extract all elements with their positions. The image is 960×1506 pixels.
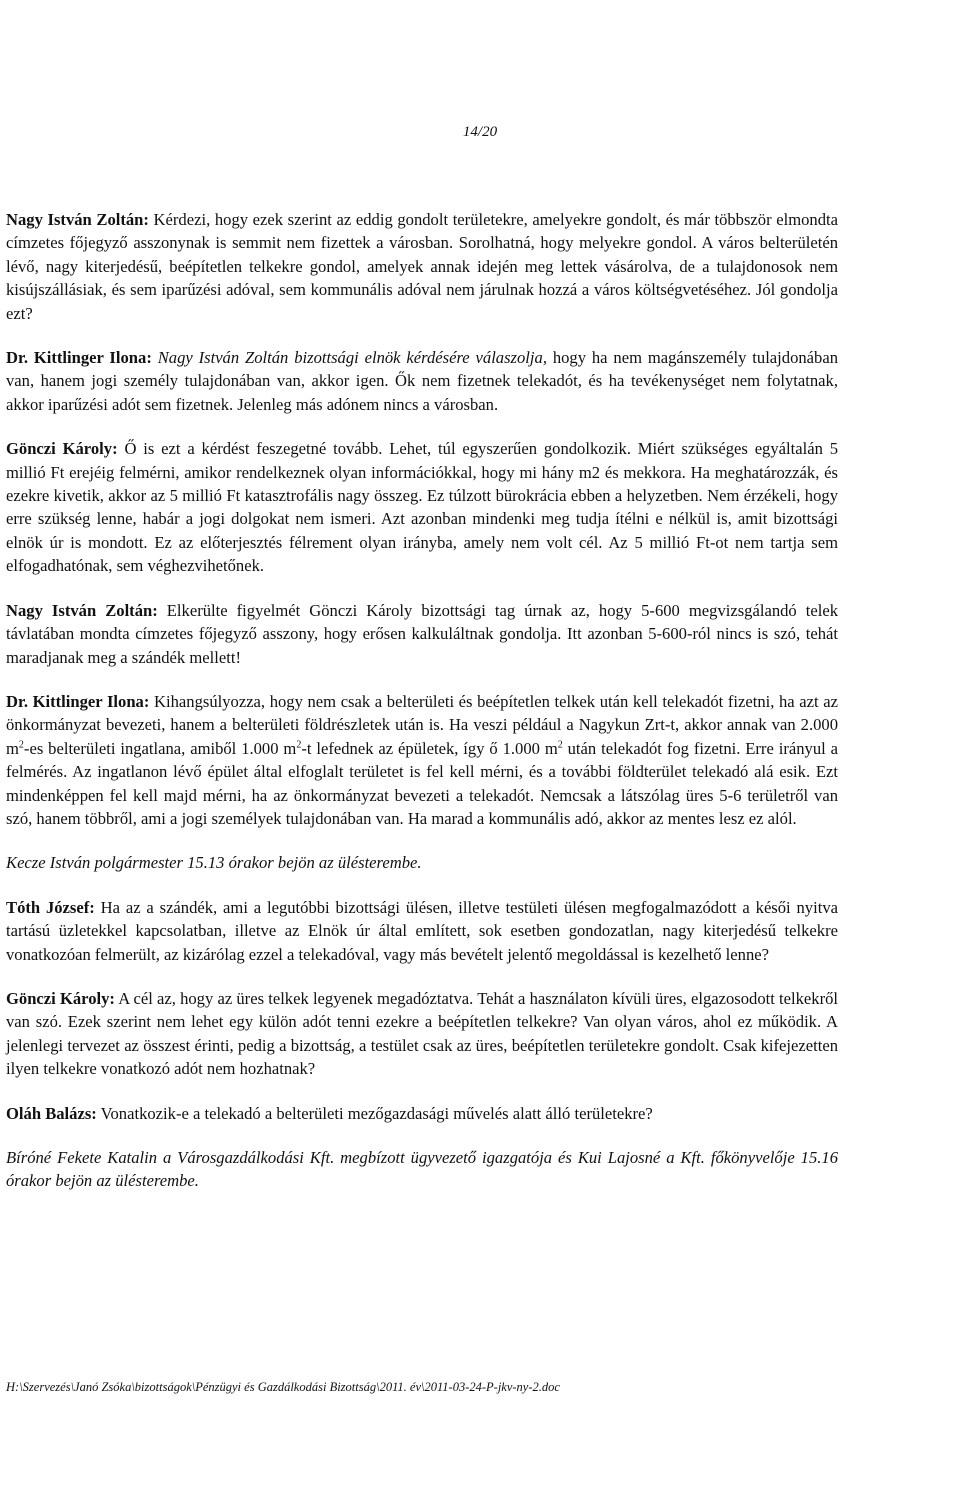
speaker-name: Nagy István Zoltán: [6,210,149,229]
paragraph-text-b: -es belterületi ingatlana, amiből 1.000 m [23,738,297,758]
footer-file-path: H:\Szervezés\Janó Zsóka\bizottságok\Pénzügyi és Gazdálkodási Bizottság\2011. év\2011-03-24-P-jkv-ny-2.doc [6,1380,560,1394]
speaker-name: Tóth József: [6,897,95,917]
paragraph-text-c: -t lefednek az épületek, így ő 1.000 m [301,738,558,758]
speaker-name: Dr. Kittlinger Ilona: [6,348,152,368]
paragraph-text: hogy ha nem magánszemély tulajdonában van, hanem jogi személy tulajdonában van, akkor igen. Ők nem fizetnek telekadót, és ha tevékenységet nem folytatnak, akkor iparűzési adót sem fizetnek. Jelenleg más adónem nincs a városban. [6,348,839,414]
speaker-name: Dr. Kittlinger Ilona: [6,691,150,711]
paragraph-text: Kérdezi, hogy ezek szerint az eddig gondolt területekre, amelyekre gondolt, és már többször elmondta címzetes főjegyző asszonynak is semmit nem fizettek a városban. Sorolhatná, hogy melyekre gondol. A város belterületén lévő, nagy kiterjedésű, beépítetlen telkekre gondol, amelyek annak idején meg lettek vásárolva, de a tulajdonosok nem kisújszállásiak, és sem iparűzési adóval, sem kommunális adóval nem járulnak hozzá a város költségvetéséhez. Jól gondolja ezt? [6,210,838,323]
paragraph-olah-1 [6,1102,838,1125]
document-body [6,208,838,1214]
note-kecze-arrival: Kecze István polgármester 15.13 órakor bejön az ülésterembe. [6,853,422,873]
superscript: 2 [557,739,563,751]
paragraph-kittlinger-1 [6,346,838,416]
paragraph-text: Vonatkozik-e a telekadó a belterületi mezőgazdasági művelés alatt álló területekre? [96,1103,653,1123]
speaker-name: Gönczi Károly: [6,439,118,459]
paragraph-kittlinger-2 [6,690,838,830]
note-birone-arrival: Bíróné Fekete Katalin a Városgazdálkodási Kft. megbízott ügyvezető igazgatója és Kui Lajosné a Kft. főkönyvelője 15.16 órakor bejön az ülésterembe. [6,1148,838,1191]
paragraph-text: Ha az a szándék, ami a legutóbbi bizottsági ülésen, illetve testületi ülésen megfogalmazódott a késői nyitva tartású üzletekkel kapcsolatban, illetve az Elnök úr által említett, sok esetben gondozatlan, nagy kiterjedésű telkekre vonatkozóan felmerült, az kizárólag ezzel a telekadóval, vagy más bevételt jelentő megoldással is kezelhető lenne? [6,897,838,964]
page-number: 14/20 [462,124,498,140]
speaker-name: Nagy István Zoltán: [6,600,158,620]
speaker-name: Gönczi Károly: [6,988,115,1008]
superscript: 2 [296,739,302,751]
paragraph-toth-1 [6,896,838,966]
paragraph-gonczi-1 [6,437,838,577]
paragraph-nagy-2 [6,599,838,669]
paragraph-nagy-1 [6,208,838,325]
paragraph-gonczi-2 [6,987,838,1081]
speaker-name: Oláh Balázs: [6,1103,97,1123]
paragraph-text: Elkerülte figyelmét Gönczi Károly bizottsági tag úrnak az, hogy 5-600 megvizsgálandó telek távlatában mondta címzetes főjegyző asszony, hogy erősen kalkuláltnak gondolja. Itt azonban 5-600-ról nincs is szó, tehát maradjanak meg a szándék mellett! [6,600,838,667]
paragraph-text: A cél az, hogy az üres telkek legyenek megadóztatva. Tehát a használaton kívüli üres, elgazosodott telkekről van szó. Ezek szerint nem lehet egy külön adót tenni ezekre a beépítetlen telkekre? Van olyan város, ahol ez működik. A jelenlegi tervezet az összest érinti, pedig a bizottság, a testület csak az üres, beépítetlen területekre gondolt. Csak kifejezetten ilyen telkekre vonatkozó adót nem hozhatnak? [6,988,839,1079]
paragraph-text: Ő is ezt a kérdést feszegetné tovább. Lehet, túl egyszerűen gondolkozik. Miért szükséges egyáltalán 5 millió Ft erejéig felmérni, amikor rendelkeznek olyan információkkal, hogy mi hány m2 és mekkora. Ha meghatározzák, és ezekre kivetik, akkor az 5 millió Ft katasztrofális nagy összeg. Ez túlzott bürokrácia ebben a helyzetben. Nem érzékeli, hogy erre szükség lenne, habár a jogi dolgokat nem ismeri. Azt azonban mindenki meg tudja ítélni e nélkül is, amit bizottsági elnök úr is mondott. Ez az előterjesztés félrement olyan irányba, amely nem volt cél. Az 5 millió Ft-ot nem tartja sem elfogadhatónak, sem véghezvihetőnek. [6,439,839,576]
paragraph-italic-text: Nagy István Zoltán bizottsági elnök kérdésére válaszolja, [151,348,547,368]
paragraph-text-a: Kihangsúlyozza, hogy nem csak a belterületi és beépítetlen telkek után kell telekadót fizetni, ha azt az önkormányzat bevezeti, hanem a belterületi földrészletek után is. Ha veszi például a Nagykun Zrt-t, akkor annak van 2.000 m [6,691,838,758]
paragraph-text-d: után telekadót fog fizetni. Erre irányul a felmérés. Az ingatlanon lévő épület által elfoglalt területet is fel kell mérni, és a további földterület telekadó alá esik. Ezt mindenképpen fel kell majd mérni, ha az önkormányzat bevezeti a telekadót. Nemcsak a látszólag üres 5-6 területről van szó, hanem többről, ami a jogi személyek tulajdonában van. Ha marad a kommunális adó, akkor az mentes lesz ez alól. [6,738,838,828]
superscript: 2 [18,739,24,751]
